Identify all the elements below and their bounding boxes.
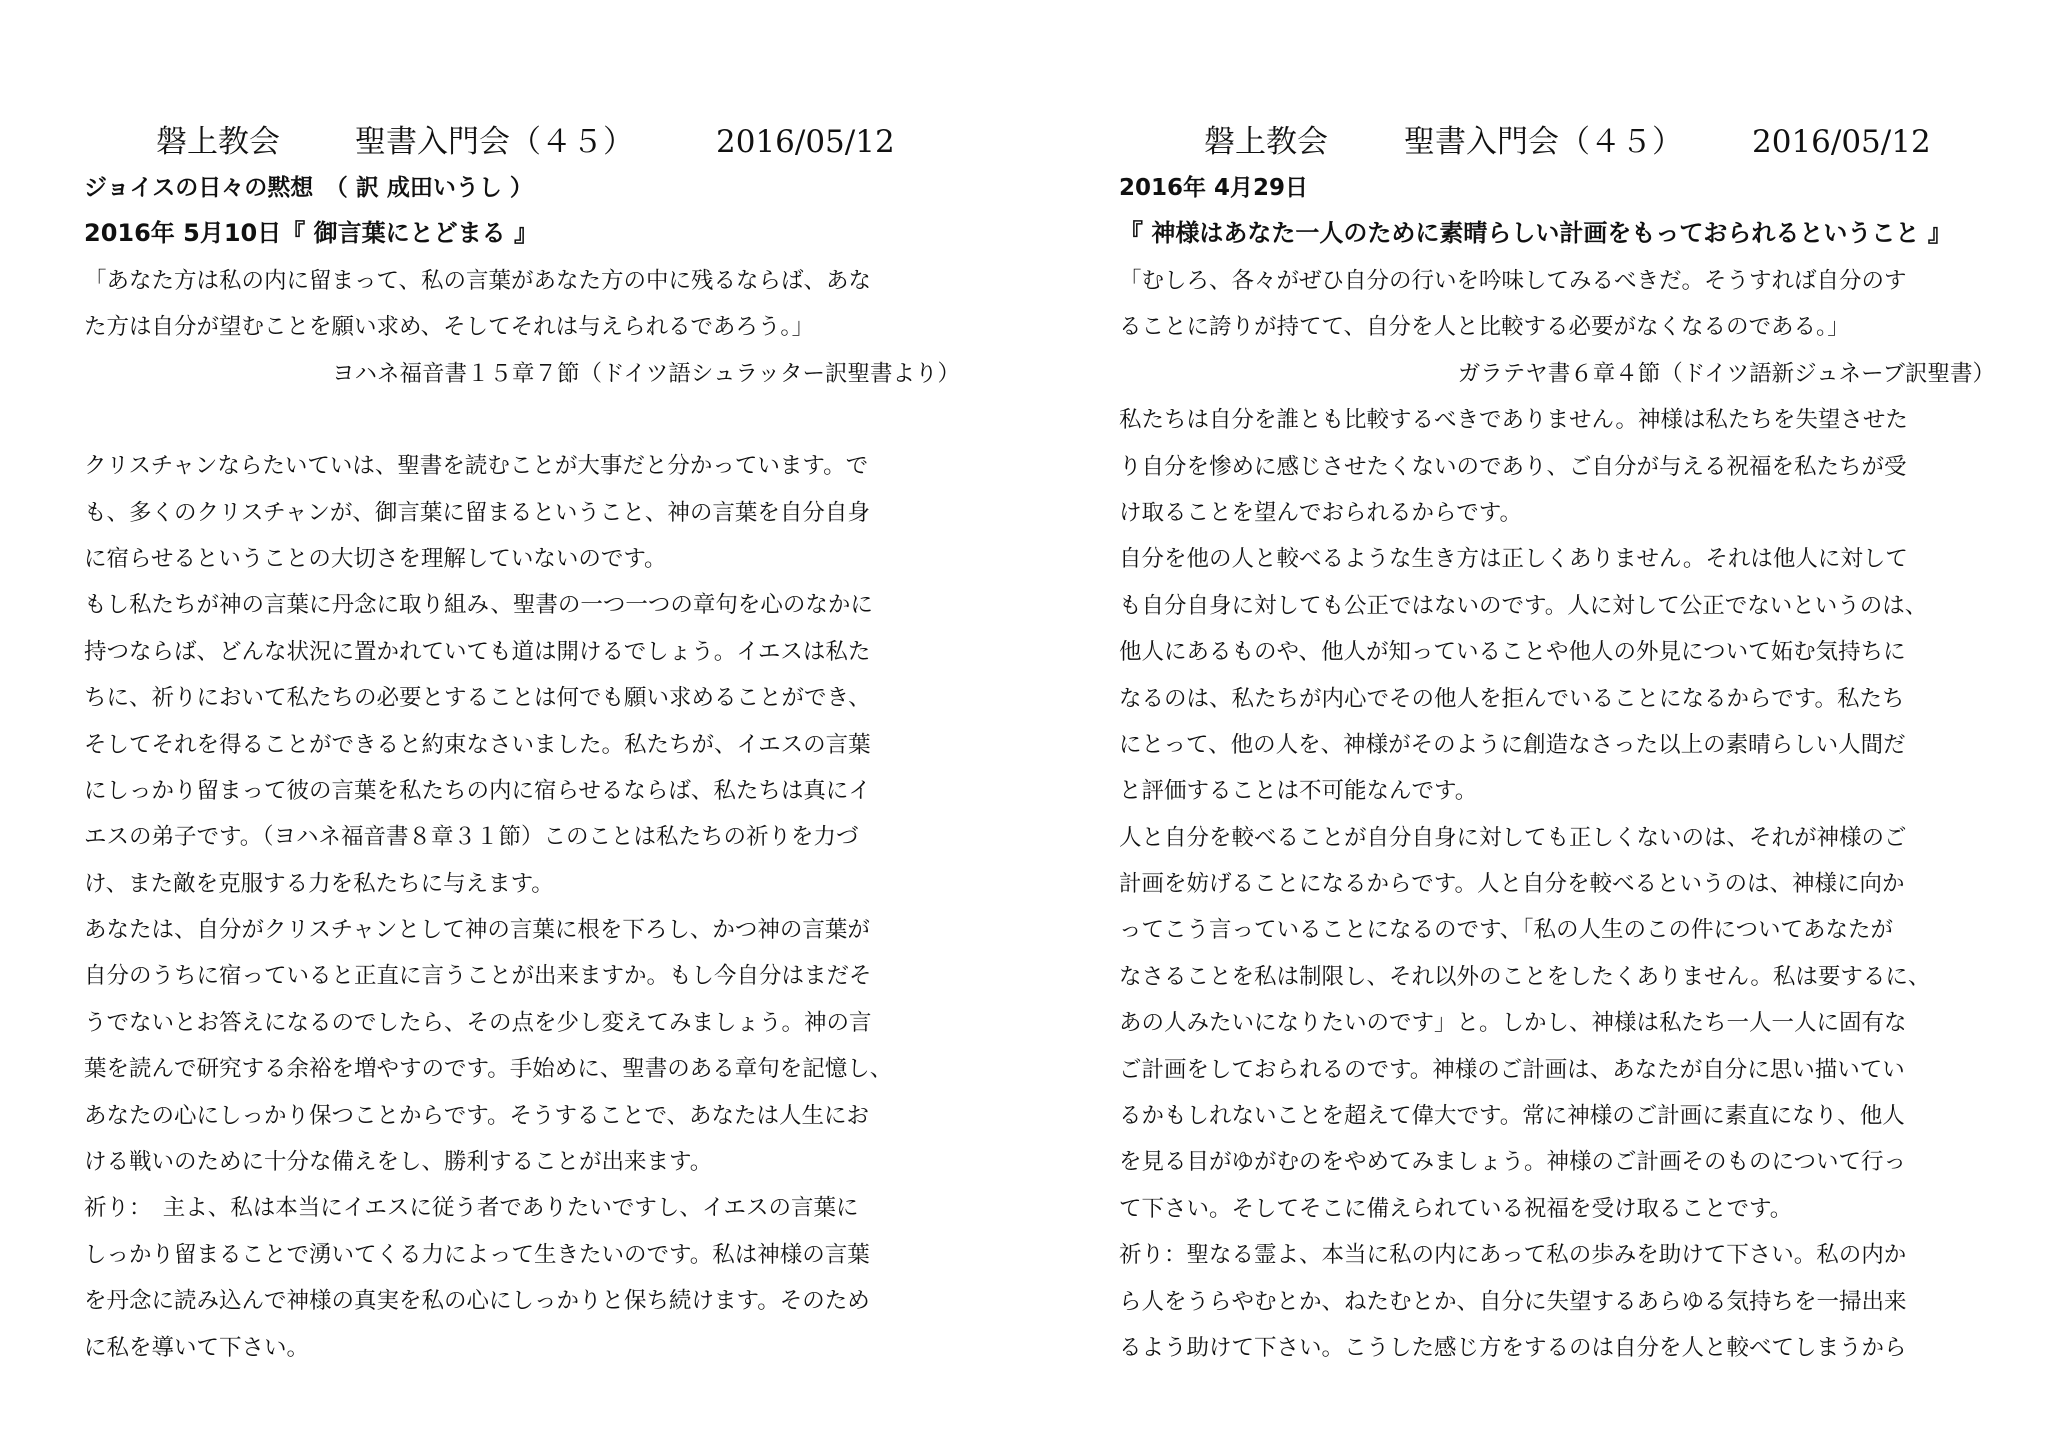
left-column [84, 168, 964, 1371]
church-name: 磐上教会 [1204, 124, 1328, 160]
course-title: 聖書入門会（４５） [1404, 124, 1683, 160]
body-line: ってこう言っていることになるのです、「私の人生のこの件についてあなたが [1119, 917, 1894, 944]
body-line: ける戦いのために十分な備えをし、勝利することが出来ます。 [84, 1149, 713, 1176]
body-line: 葉を読んで研究する余裕を増やすのです。手始めに、聖書のある章句を記憶し、 [84, 1056, 893, 1083]
body-line: エスの弟子です。（ヨハネ福音書８章３１節）このことは私たちの祈りを力づ [84, 824, 859, 851]
body-line: なるのは、私たちが内心でその他人を拒んでいることになるからです。私たち [1119, 685, 1905, 712]
verse-line: 「あなた方は私の内に留まって、私の言葉があなた方の中に残るならば、あな [84, 268, 872, 294]
body-line: ちに、祈りにおいて私たちの必要とすることは何でも願い求めることができ、 [84, 685, 871, 712]
right-page [1024, 0, 2048, 1449]
prayer-line: 祈り： 主よ、私は本当にイエスに従う者でありたいですし、イエスの言葉に [84, 1195, 859, 1222]
paragraph-gap [84, 397, 964, 443]
body-line: 私たちは自分を誰とも比較するべきでありません。神様は私たちを失望させた [1119, 407, 1908, 434]
verse-citation: ガラテヤ書６章４節（ドイツ語新ジュネーブ訳聖書） [1457, 360, 1995, 387]
course-title: 聖書入門会（４５） [355, 124, 634, 160]
prayer-line: を丹念に読み込んで神様の真実を私の心にしっかりと保ち続けます。そのため [84, 1288, 870, 1315]
prayer-line: に私を導いて下さい。 [84, 1334, 310, 1361]
prayer-line: るよう助けて下さい。こうした感じ方をするのは自分を人と較べてしまうから [1119, 1334, 1907, 1361]
body-line: もし私たちが神の言葉に丹念に取り組み、聖書の一つ一つの章句を心のなかに [84, 592, 873, 619]
body-line: そしてそれを得ることができると約束なさいました。私たちが、イエスの言葉 [84, 731, 871, 758]
body-line: クリスチャンならたいていは、聖書を読むことが大事だと分かっています。で [84, 453, 869, 480]
body-line: なさることを私は制限し、それ以外のことをしたくありません。私は要するに、 [1119, 963, 1931, 990]
entry-date: 2016年 4月29日 [1119, 175, 1309, 201]
prayer-line: 祈り：聖なる霊よ、本当に私の内にあって私の歩みを助けて下さい。私の内か [1119, 1242, 1907, 1269]
church-name: 磐上教会 [156, 124, 280, 160]
body-line: あなたは、自分がクリスチャンとして神の言葉に根を下ろし、かつ神の言葉が [84, 917, 870, 944]
source-line: ジョイスの日々の黙想 （ 訳 成田いうし ） [84, 175, 533, 201]
body-line: 他人にあるものや、他人が知っていることや他人の外見について妬む気持ちに [1119, 639, 1906, 666]
body-line: にしっかり留まって彼の言葉を私たちの内に宿らせるならば、私たちは真にイ [84, 777, 871, 804]
verse-citation: ヨハネ福音書１５章７節（ドイツ語シュラッター訳聖書より） [332, 360, 960, 387]
body-line: も自分自身に対しても公正ではないのです。人に対して公正でないというのは、 [1119, 592, 1928, 619]
body-line: 自分を他の人と較べるような生き方は正しくありません。それは他人に対して [1119, 546, 1908, 573]
prayer-line: ら人をうらやむとか、ねたむとか、自分に失望するあらゆる気持ちを一掃出来 [1119, 1288, 1907, 1315]
entry-title: 2016年 5月10日『 御言葉にとどまる 』 [84, 219, 538, 247]
page-header [1024, 122, 2048, 162]
prayer-line: しっかり留まることで湧いてくる力によって生きたいのです。私は神様の言葉 [84, 1241, 870, 1268]
body-line: け、また敵を克服する力を私たちに与えます。 [84, 870, 554, 897]
body-line: も、多くのクリスチャンが、御言葉に留まるということ、神の言葉を自分自身 [84, 499, 870, 526]
body-line: 持つならば、どんな状況に置かれていても道は開けるでしょう。イエスは私た [84, 638, 871, 665]
body-line: あなたの心にしっかり保つことからです。そうすることで、あなたは人生にお [84, 1102, 870, 1129]
body-line: を見る目がゆがむのをやめてみましょう。神様のご計画そのものについて行っ [1119, 1149, 1907, 1176]
body-line: て下さい。そしてそこに備えられている祝福を受け取ることです。 [1119, 1195, 1793, 1222]
body-line: あの人みたいになりたいのです」と。しかし、神様は私たち一人一人に固有な [1119, 1010, 1907, 1037]
verse-line: 「むしろ、各々がぜひ自分の行いを吟味してみるべきだ。そうすれば自分のす [1119, 268, 1907, 294]
body-line: 自分のうちに宿っていると正直に言うことが出来ますか。もし今自分はまだそ [84, 963, 872, 990]
header-date: 2016/05/12 [716, 124, 895, 160]
page-header [0, 122, 1024, 162]
body-line: にとって、他の人を、神様がそのように創造なさった以上の素晴らしい人間だ [1119, 731, 1906, 758]
body-line: に宿らせるということの大切さを理解していないのです。 [84, 545, 667, 572]
body-line: るかもしれないことを超えて偉大です。常に神様のご計画に素直になり、他人 [1119, 1103, 1905, 1130]
body-line: 計画を妨げることになるからです。人と自分を較べるというのは、神様に向か [1119, 871, 1905, 898]
verse-line: た方は自分が望むことを願い求め、そしてそれは与えられるであろう。」 [84, 314, 815, 341]
entry-title: 『 神様はあなた一人のために素晴らしい計画をもっておられるということ 』 [1119, 219, 1952, 247]
right-column [1119, 168, 1999, 1371]
body-line: ご計画をしておられるのです。神様のご計画は、あなたが自分に思い描いてい [1119, 1056, 1905, 1083]
body-line: り自分を惨めに感じさせたくないのであり、ご自分が与える祝福を私たちが受 [1119, 453, 1907, 480]
body-line: と評価することは不可能なんです。 [1119, 778, 1478, 805]
header-date: 2016/05/12 [1752, 124, 1931, 160]
body-line: け取ることを望んでおられるからです。 [1119, 499, 1522, 526]
body-line: うでないとお答えになるのでしたら、その点を少し変えてみましょう。神の言 [84, 1009, 872, 1036]
verse-line: ることに誇りが持てて、自分を人と比較する必要がなくなるのである。」 [1119, 314, 1850, 341]
body-line: 人と自分を較べることが自分自身に対しても正しくないのは、それが神様のご [1119, 824, 1907, 851]
